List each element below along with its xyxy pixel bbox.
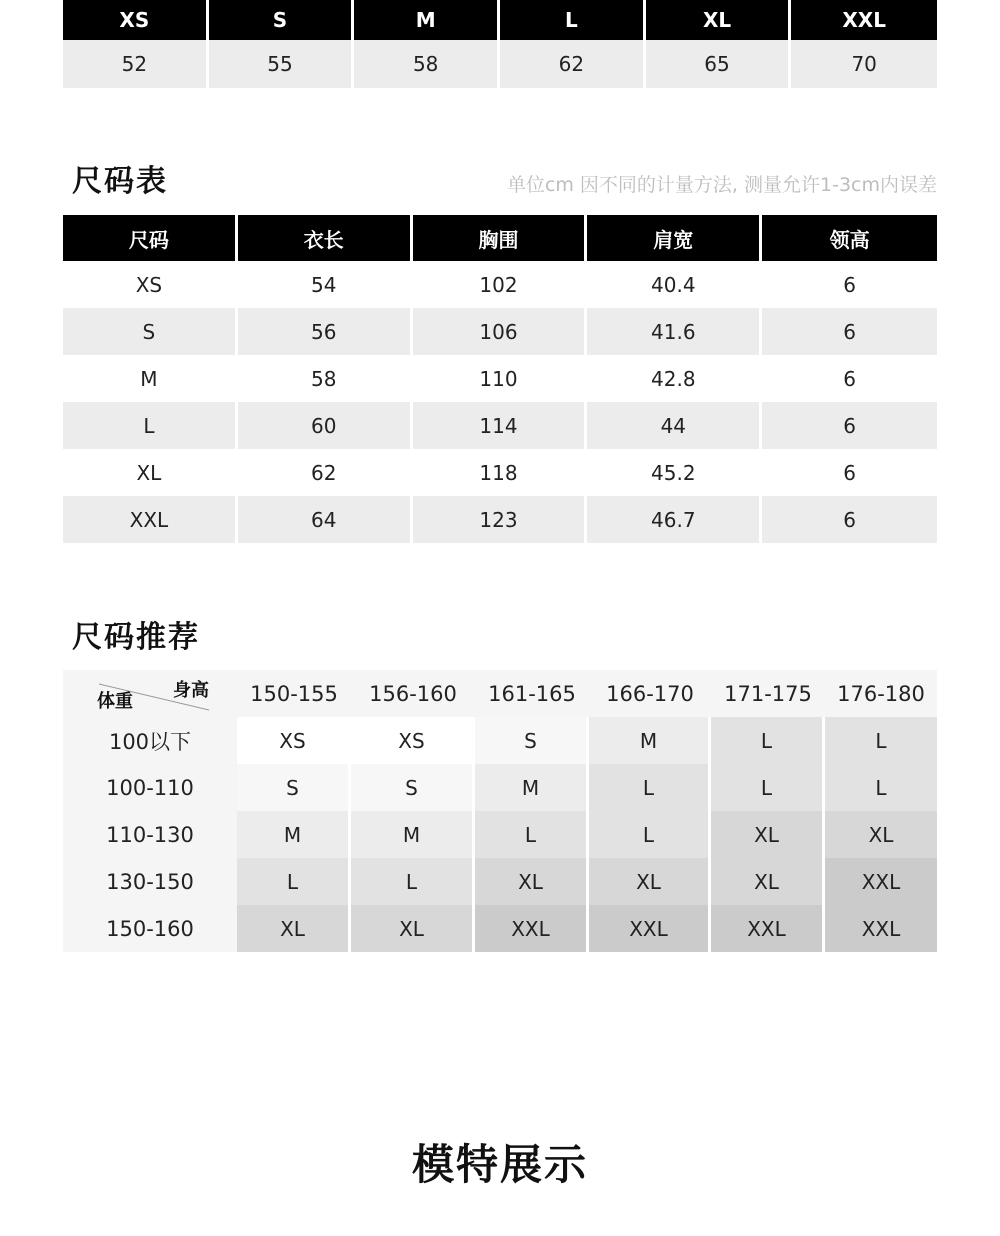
table-row bbox=[63, 261, 937, 308]
height-header: 150-155 bbox=[237, 670, 351, 717]
recommend-row bbox=[63, 905, 937, 952]
height-header: 166-170 bbox=[589, 670, 711, 717]
header-cell: M bbox=[354, 0, 500, 40]
table-row bbox=[63, 355, 937, 402]
table-cell: 114 bbox=[413, 402, 588, 449]
top-size-table bbox=[63, 0, 937, 88]
table-cell: 58 bbox=[354, 40, 500, 88]
table-row bbox=[63, 496, 937, 543]
size-cell: L bbox=[589, 811, 711, 858]
table-cell: 58 bbox=[238, 355, 413, 402]
size-cell: XXL bbox=[825, 905, 937, 952]
size-cell: XL bbox=[237, 905, 351, 952]
table-cell: 62 bbox=[500, 40, 646, 88]
header-cell: 胸围 bbox=[413, 215, 588, 261]
size-chart-header bbox=[63, 215, 937, 261]
table-cell: 44 bbox=[587, 402, 762, 449]
size-cell: XS bbox=[237, 717, 351, 764]
size-cell: L bbox=[825, 717, 937, 764]
size-chart-table bbox=[63, 215, 937, 543]
header-cell: XXL bbox=[791, 0, 937, 40]
table-cell: 123 bbox=[413, 496, 588, 543]
table-cell: 110 bbox=[413, 355, 588, 402]
size-cell: M bbox=[475, 764, 589, 811]
table-cell: 6 bbox=[762, 355, 937, 402]
table-cell: XS bbox=[63, 261, 238, 308]
table-cell: XL bbox=[63, 449, 238, 496]
recommend-header bbox=[63, 670, 937, 717]
size-cell: M bbox=[351, 811, 475, 858]
table-cell: 62 bbox=[238, 449, 413, 496]
table-cell: 55 bbox=[209, 40, 355, 88]
size-cell: L bbox=[589, 764, 711, 811]
table-cell: 46.7 bbox=[587, 496, 762, 543]
header-cell: 尺码 bbox=[63, 215, 238, 261]
size-cell: M bbox=[237, 811, 351, 858]
table-row bbox=[63, 449, 937, 496]
table-cell: 102 bbox=[413, 261, 588, 308]
size-cell: L bbox=[825, 764, 937, 811]
size-cell: S bbox=[351, 764, 475, 811]
table-cell: 54 bbox=[238, 261, 413, 308]
table-cell: 6 bbox=[762, 449, 937, 496]
recommend-row bbox=[63, 811, 937, 858]
size-cell: L bbox=[351, 858, 475, 905]
table-cell: 45.2 bbox=[587, 449, 762, 496]
header-cell: S bbox=[209, 0, 355, 40]
size-cell: L bbox=[237, 858, 351, 905]
table-cell: XXL bbox=[63, 496, 238, 543]
size-cell: XL bbox=[589, 858, 711, 905]
top-table-row bbox=[63, 40, 937, 88]
recommend-row bbox=[63, 764, 937, 811]
size-cell: L bbox=[711, 764, 825, 811]
size-cell: XXL bbox=[825, 858, 937, 905]
header-cell: XS bbox=[63, 0, 209, 40]
header-cell: XL bbox=[646, 0, 792, 40]
size-chart-title: 尺码表 bbox=[72, 164, 168, 199]
size-cell: S bbox=[475, 717, 589, 764]
table-cell: 64 bbox=[238, 496, 413, 543]
table-cell: 65 bbox=[646, 40, 792, 88]
weight-label: 110-130 bbox=[63, 811, 237, 858]
table-cell: 40.4 bbox=[587, 261, 762, 308]
table-cell: 41.6 bbox=[587, 308, 762, 355]
corner-weight-label: 体重 bbox=[97, 691, 133, 712]
recommend-row bbox=[63, 858, 937, 905]
header-cell: 肩宽 bbox=[587, 215, 762, 261]
height-header: 171-175 bbox=[711, 670, 825, 717]
size-cell: XL bbox=[825, 811, 937, 858]
header-cell: 衣长 bbox=[238, 215, 413, 261]
table-cell: 42.8 bbox=[587, 355, 762, 402]
size-cell: S bbox=[237, 764, 351, 811]
table-cell: 6 bbox=[762, 308, 937, 355]
height-header: 176-180 bbox=[825, 670, 937, 717]
size-cell: XXL bbox=[475, 905, 589, 952]
size-cell: XL bbox=[711, 811, 825, 858]
table-row bbox=[63, 402, 937, 449]
header-cell: L bbox=[500, 0, 646, 40]
model-showcase-title: 模特展示 bbox=[411, 1140, 588, 1189]
table-cell: M bbox=[63, 355, 238, 402]
table-cell: 106 bbox=[413, 308, 588, 355]
table-cell: 52 bbox=[63, 40, 209, 88]
corner-height-label: 身高 bbox=[173, 680, 209, 701]
recommend-table bbox=[63, 670, 937, 952]
size-cell: XXL bbox=[589, 905, 711, 952]
corner-cell bbox=[63, 670, 237, 717]
size-cell: L bbox=[475, 811, 589, 858]
size-cell: XL bbox=[351, 905, 475, 952]
recommend-title: 尺码推荐 bbox=[72, 620, 200, 655]
measurement-note: 单位cm 因不同的计量方法, 测量允许1-3cm内误差 bbox=[506, 174, 937, 196]
size-cell: XL bbox=[711, 858, 825, 905]
size-cell: XL bbox=[475, 858, 589, 905]
weight-label: 100以下 bbox=[63, 717, 237, 764]
diagonal-divider-icon bbox=[63, 670, 237, 717]
size-cell: XXL bbox=[711, 905, 825, 952]
size-cell: L bbox=[711, 717, 825, 764]
height-header: 156-160 bbox=[351, 670, 475, 717]
table-cell: 70 bbox=[791, 40, 937, 88]
top-table-header bbox=[63, 0, 937, 40]
table-cell: 6 bbox=[762, 402, 937, 449]
weight-label: 150-160 bbox=[63, 905, 237, 952]
table-cell: 6 bbox=[762, 261, 937, 308]
size-cell: M bbox=[589, 717, 711, 764]
table-cell: 56 bbox=[238, 308, 413, 355]
header-cell: 领高 bbox=[762, 215, 937, 261]
weight-label: 130-150 bbox=[63, 858, 237, 905]
size-cell: XS bbox=[351, 717, 475, 764]
table-cell: L bbox=[63, 402, 238, 449]
table-cell: 118 bbox=[413, 449, 588, 496]
table-row bbox=[63, 308, 937, 355]
recommend-row bbox=[63, 717, 937, 764]
table-cell: 60 bbox=[238, 402, 413, 449]
table-cell: S bbox=[63, 308, 238, 355]
height-header: 161-165 bbox=[475, 670, 589, 717]
table-cell: 6 bbox=[762, 496, 937, 543]
weight-label: 100-110 bbox=[63, 764, 237, 811]
